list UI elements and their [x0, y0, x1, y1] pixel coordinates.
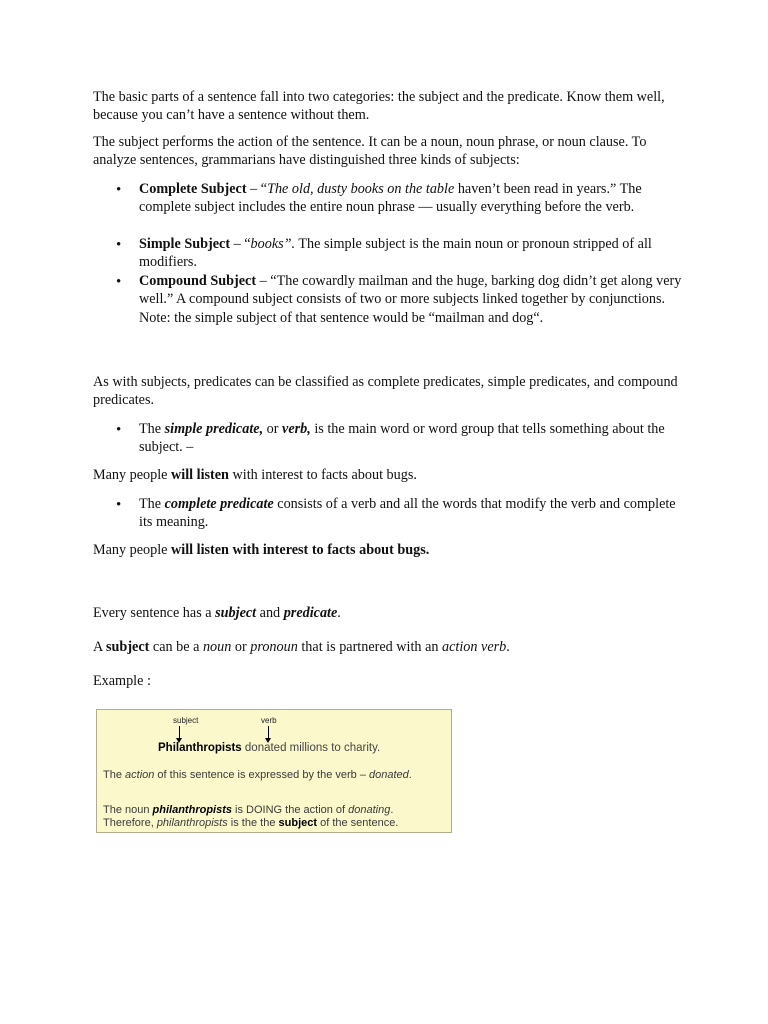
- term: verb,: [282, 421, 311, 437]
- term: action verb: [442, 639, 507, 655]
- description: consists of a verb and all the words that modify the verb and complete its meaning.: [139, 496, 676, 531]
- term: donated: [369, 769, 409, 781]
- term: donating: [348, 804, 391, 816]
- text: Many people: [93, 542, 172, 558]
- text: The: [139, 421, 165, 437]
- text: or: [263, 421, 283, 437]
- list-item-complete-predicate: [139, 495, 684, 532]
- text: and: [256, 605, 284, 621]
- text: is the the: [227, 817, 279, 829]
- list-item-compound-subject: [139, 272, 684, 327]
- summary-line-1: [93, 604, 681, 622]
- example-sentence-1: [93, 466, 681, 484]
- intro-paragraph-2: The subject performs the action of the sentence. It can be a noun, noun phrase, or noun clause. To analyze sentences, grammarians have distinguished three kinds of subjects:: [93, 134, 647, 169]
- text: Many people: [93, 467, 172, 483]
- predicates-intro: As with subjects, predicates can be classified as complete predicates, simple predicates, and compound predicates.: [93, 374, 678, 409]
- bullet-icon: •: [116, 182, 122, 198]
- example-label: Example :: [93, 673, 151, 689]
- text: A: [93, 639, 107, 655]
- text: .: [337, 605, 341, 621]
- term: subject: [106, 639, 150, 655]
- text: Therefore,: [103, 817, 157, 829]
- description: is the main word or word group that tells something about the subject. –: [139, 421, 665, 456]
- term: Complete Subject: [139, 181, 247, 197]
- text: can be a: [149, 639, 203, 655]
- example-sentence-2: [93, 541, 681, 559]
- highlight: will listen with interest to facts about bugs.: [171, 542, 430, 558]
- term: noun: [202, 639, 232, 655]
- dash: – “: [230, 236, 251, 252]
- figure-label-verb: verb: [261, 716, 277, 725]
- text: or: [231, 639, 251, 655]
- bullet-icon: •: [116, 237, 122, 253]
- text: Every sentence has a: [93, 605, 216, 621]
- figure-line-therefore: [103, 817, 398, 830]
- list-item-complete-subject: [139, 180, 684, 217]
- term: Simple Subject: [139, 236, 231, 252]
- bullet-icon: •: [116, 422, 122, 438]
- description: “The cowardly mailman and the huge, barking dog didn’t get along very well.” A compound subject consists of two or more subjects linked together by conjunctions. Note: the simple subject of that sentence would be “mailman and dog“.: [139, 273, 682, 326]
- text: The: [139, 496, 165, 512]
- text: of this sentence is expressed by the verb –: [154, 769, 369, 781]
- text: is DOING the action of: [232, 804, 349, 816]
- term: philanthropists: [152, 804, 232, 816]
- figure-label-subject: subject: [173, 716, 199, 725]
- text: with interest to facts about bugs.: [228, 467, 417, 483]
- dash: –: [256, 273, 271, 289]
- text: The: [103, 769, 126, 781]
- text: .: [408, 769, 412, 781]
- intro-paragraph-1: The basic parts of a sentence fall into two categories: the subject and the predicate. Know them well, because you can’t have a sentence without them.: [93, 89, 665, 124]
- figure-predicate: donated millions to charity.: [241, 742, 381, 754]
- example-figure: [96, 709, 452, 833]
- list-item-simple-subject: [139, 235, 684, 272]
- term: predicate: [283, 605, 338, 621]
- figure-subject: Philanthropists: [158, 742, 242, 754]
- term: philanthropists: [156, 817, 228, 829]
- term: subject: [278, 817, 318, 829]
- text: .: [506, 639, 510, 655]
- text: that is partnered with an: [297, 639, 443, 655]
- text: The noun: [103, 804, 153, 816]
- example-text: The old, dusty books on the table: [267, 181, 455, 197]
- description: haven’t been read in years.” The complete subject includes the entire noun phrase — usually everything before the verb.: [139, 181, 642, 216]
- text: .: [390, 804, 394, 816]
- figure-line-noun: [103, 804, 393, 817]
- highlight: will listen: [171, 467, 229, 483]
- term: Compound Subject: [139, 273, 257, 289]
- figure-sentence: [158, 742, 380, 755]
- term: subject: [215, 605, 257, 621]
- term: simple predicate,: [164, 421, 264, 437]
- bullet-icon: •: [116, 274, 122, 290]
- term: pronoun: [250, 639, 298, 655]
- example-text: books”.: [250, 236, 296, 252]
- summary-line-2: [93, 638, 681, 656]
- description: The simple subject is the main noun or pronoun stripped of all modifiers.: [139, 236, 652, 271]
- list-item-simple-predicate: [139, 420, 684, 457]
- term: complete predicate: [164, 496, 274, 512]
- text: of the sentence.: [317, 817, 399, 829]
- term: action: [125, 769, 155, 781]
- figure-line-action: [103, 769, 412, 782]
- dash: – “: [246, 181, 268, 197]
- bullet-icon: •: [116, 497, 122, 513]
